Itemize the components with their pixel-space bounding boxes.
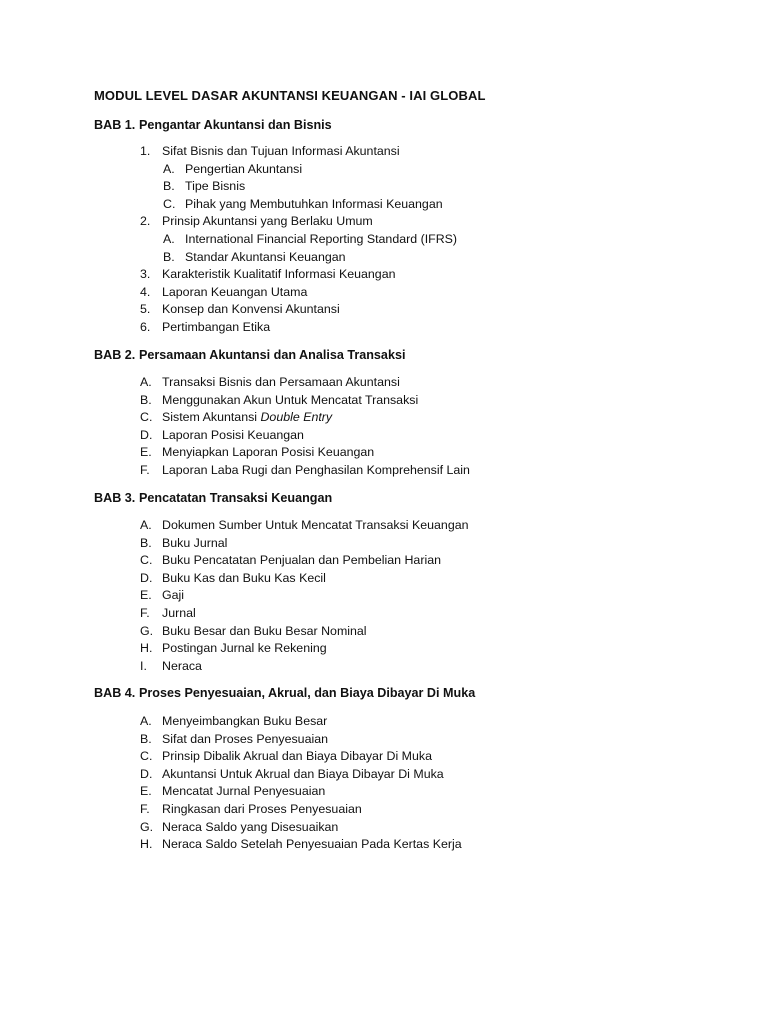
list-item [140,266,457,284]
list-item [140,284,457,302]
list-item [140,552,469,570]
list-marker: B. [140,535,152,550]
list-item-text: Standar Akuntansi Keuangan [185,249,346,264]
list-item-text: Sifat Bisnis dan Tujuan Informasi Akuntansi [162,144,400,158]
list-item [140,427,470,445]
list-item-text: Transaksi Bisnis dan Persamaan Akuntansi [162,375,400,389]
list-item-text: Prinsip Dibalik Akrual dan Biaya Dibayar Di Muka [162,749,432,764]
list-item-text: Sistem Akuntansi [162,410,261,425]
list-marker: D. [140,570,153,585]
list-marker: C. [140,553,153,568]
sub-list [140,161,457,214]
chapter-heading [94,490,332,508]
list-marker: A. [140,375,152,389]
list-item [140,374,470,392]
chapter-list [140,143,457,337]
list-item [140,392,470,410]
list-marker: E. [140,588,152,603]
list-item-text: Neraca Saldo yang Disesuaikan [162,819,339,834]
list-item-text: Tipe Bisnis [185,179,246,194]
chapter-number: BAB 3. [94,491,136,505]
list-item-text: Pertimbangan Etika [162,319,271,334]
chapter-number: BAB 2. [94,348,136,362]
chapter-title: Pencatatan Transaksi Keuangan [139,491,333,505]
sub-list-item [163,161,457,179]
list-marker: B. [163,179,175,194]
sub-list-item [163,178,457,196]
list-item-text: Ringkasan dari Proses Penyesuaian [162,801,362,816]
chapter-list [140,713,462,854]
list-marker: F. [140,462,150,477]
list-marker: D. [140,427,153,442]
list-item-text: Sifat dan Proses Penyesuaian [162,731,329,746]
list-item-text: Menyiapkan Laporan Posisi Keuangan [162,445,375,460]
list-item-text: Laporan Laba Rugi dan Penghasilan Komprehensif Lain [162,462,470,477]
list-item [140,570,469,588]
list-item [140,143,457,161]
list-item [140,801,462,819]
list-marker: 3. [140,267,151,282]
list-marker: B. [140,392,152,407]
list-item-text: Buku Jurnal [162,535,228,550]
list-item-text: Postingan Jurnal ke Rekening [162,641,327,656]
list-item-text: Jurnal [162,605,196,620]
chapter-heading [94,685,475,703]
list-item-text: Menggunakan Akun Untuk Mencatat Transaksi [162,392,419,407]
list-marker: C. [163,196,176,211]
list-item [140,409,470,427]
list-marker: F. [140,801,150,816]
list-item-text: Gaji [162,588,185,603]
list-item-text: Neraca Saldo Setelah Penyesuaian Pada Kertas Kerja [162,837,462,852]
list-marker: 5. [140,302,151,317]
list-item-text: Prinsip Akuntansi yang Berlaku Umum [162,214,373,229]
list-marker: G. [140,623,154,638]
list-marker: 2. [140,214,151,229]
list-item [140,213,457,231]
list-item-text: Laporan Posisi Keuangan [162,427,304,442]
list-item-text: Buku Besar dan Buku Besar Nominal [162,623,367,638]
list-marker: E. [140,784,152,799]
list-marker: D. [140,766,153,781]
list-item-text: Akuntansi Untuk Akrual dan Biaya Dibayar Di Muka [162,766,444,781]
chapter-list [140,517,469,675]
list-marker: A. [140,518,152,532]
sub-list-item [163,249,457,267]
chapter-title: Proses Penyesuaian, Akrual, dan Biaya Dibayar Di Muka [139,686,476,700]
list-marker: E. [140,445,152,460]
list-item [140,819,462,837]
document-title: MODUL LEVEL DASAR AKUNTANSI KEUANGAN - IAI GLOBAL [94,88,486,103]
list-marker: G. [140,819,154,834]
list-item [140,658,469,676]
list-item [140,836,462,854]
list-marker: I. [140,658,147,673]
list-marker: A. [140,714,152,728]
list-item-text: Dokumen Sumber Untuk Mencatat Transaksi Keuangan [162,518,469,532]
list-marker: B. [140,731,152,746]
list-item-text: Karakteristik Kualitatif Informasi Keuangan [162,267,396,282]
list-item [140,766,462,784]
list-item-text: Buku Kas dan Buku Kas Kecil [162,570,326,585]
list-item [140,731,462,749]
list-item [140,713,462,731]
list-item [140,301,457,319]
chapter-heading [94,347,405,365]
list-marker: 1. [140,144,151,158]
list-item [140,605,469,623]
list-item [140,535,469,553]
list-marker: B. [163,249,175,264]
list-item [140,319,457,337]
chapter-title: Persamaan Akuntansi dan Analisa Transaksi [139,348,406,362]
chapter-number: BAB 1. [94,118,136,132]
sub-list-container [140,161,457,214]
list-item [140,640,469,658]
list-item-text: Menyeimbangkan Buku Besar [162,714,328,728]
list-marker: 4. [140,284,151,299]
chapter-list [140,374,470,480]
sub-list-item [163,231,457,249]
list-item-text: Laporan Keuangan Utama [162,284,308,299]
list-item-text: Pihak yang Membutuhkan Informasi Keuangan [185,196,443,211]
sub-list-item [163,196,457,214]
list-marker: 6. [140,319,151,334]
list-item-text: International Financial Reporting Standard (IFRS) [185,231,458,246]
list-item [140,748,462,766]
list-item [140,517,469,535]
chapter-number: BAB 4. [94,686,136,700]
list-item-text: Konsep dan Konvensi Akuntansi [162,302,340,317]
list-item-text: Pengertian Akuntansi [185,161,303,176]
list-item [140,783,462,801]
list-item-text: Buku Pencatatan Penjualan dan Pembelian Harian [162,553,441,568]
list-item [140,444,470,462]
list-marker: A. [163,161,175,176]
chapter-title: Pengantar Akuntansi dan Bisnis [139,118,332,132]
list-marker: A. [163,231,175,246]
chapter-heading [94,117,332,135]
list-marker: C. [140,410,153,425]
list-marker: H. [140,641,153,656]
list-marker: F. [140,605,150,620]
list-item-text: Mencatat Jurnal Penyesuaian [162,784,326,799]
sub-list-container [140,231,457,266]
list-item-text: Neraca [162,658,202,673]
list-item [140,623,469,641]
sub-list [140,231,457,266]
list-marker: C. [140,749,153,764]
list-item-italic-text: Double Entry [260,410,333,425]
list-item [140,587,469,605]
list-item [140,462,470,480]
list-marker: H. [140,837,153,852]
